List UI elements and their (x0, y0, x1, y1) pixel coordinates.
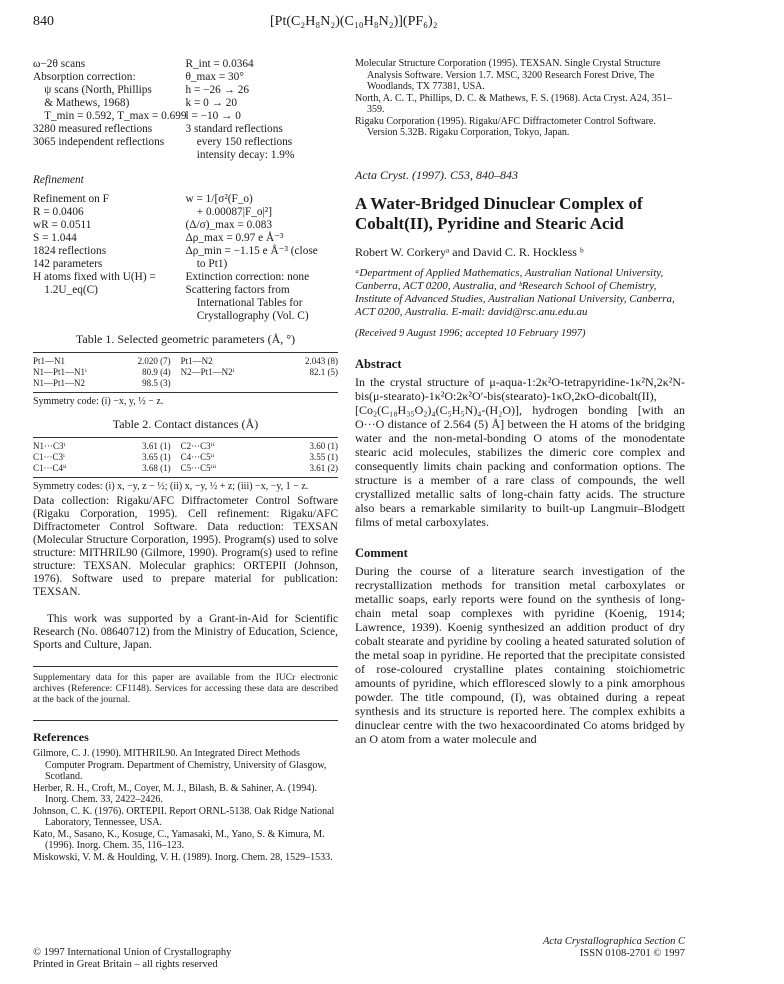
param-row (33, 310, 338, 323)
table1-note: Symmetry code: (i) −x, y, ½ − z. (33, 396, 164, 407)
param-cell: 3065 independent reflections (33, 136, 165, 148)
copyright (33, 947, 231, 971)
param-cell: ψ scans (North, Phillips (33, 84, 152, 96)
table-cell: 2.043 (8) (304, 356, 338, 366)
param-row (33, 97, 338, 110)
param-row (33, 193, 338, 206)
param-cell (33, 310, 186, 323)
table2-note: Symmetry codes: (i) x, −y, z − ½; (ii) x, −y, ½ + z; (iii) −x, −y, 1 − z. (33, 481, 309, 492)
param-cell: Extinction correction: none (185, 271, 310, 283)
table-cell: 98.5 (3) (142, 378, 171, 388)
param-cell: 1824 reflections (33, 245, 107, 257)
table-cell (171, 378, 250, 389)
references-list (33, 748, 338, 863)
divider (33, 720, 338, 721)
comment-heading: Comment (355, 545, 408, 560)
refinement-heading: Refinement (33, 174, 84, 186)
table-row (33, 441, 338, 452)
param-row (33, 206, 338, 219)
table-cell: 80.9 (4) (142, 367, 171, 377)
table-cell: C2···C3ⁱⁱ (180, 441, 215, 451)
reference-item: Gilmore, C. J. (1990). MITHRIL90. An Integrated Direct Methods Computer Program. Department of Chemistry, University of Glasgow, Scotland. (33, 748, 327, 782)
table2 (33, 437, 338, 478)
table-cell: 2.020 (7) (137, 356, 171, 366)
param-cell: 1.2U_eq(C) (33, 284, 98, 296)
param-cell: 142 parameters (33, 258, 103, 270)
param-cell: Absorption correction: (33, 71, 136, 83)
param-cell: Δρ_max = 0.97 e Å⁻³ (185, 232, 284, 244)
param-row (33, 232, 338, 245)
param-row (33, 58, 338, 71)
table-cell: C1···C4ⁱⁱ (33, 463, 67, 473)
table-cell: N1—Pt1—N2 (33, 378, 86, 388)
param-cell: l = −10 → 0 (185, 110, 241, 122)
table-cell: 3.55 (1) (309, 452, 338, 462)
data-collection-params (33, 58, 338, 162)
table-cell: 3.60 (1) (309, 441, 338, 451)
param-row (33, 149, 338, 162)
param-cell: h = −26 → 26 (185, 84, 250, 96)
param-cell: Refinement on F (33, 193, 109, 205)
param-cell: R_int = 0.0364 (185, 58, 254, 70)
reference-item: Miskowski, V. M. & Houlding, V. H. (1989). Inorg. Chem. 28, 1529–1533. (33, 851, 333, 863)
param-row (33, 271, 338, 284)
param-cell: 3 standard reflections (185, 123, 283, 135)
table-cell: N1—Pt1—N1ⁱ (33, 367, 87, 377)
param-cell: T_min = 0.592, T_max = 0.699 (33, 110, 187, 122)
param-row (33, 110, 338, 123)
abstract-heading: Abstract (355, 356, 402, 371)
table-cell: C5···C5ⁱⁱⁱ (180, 463, 217, 473)
table-cell: Pt1—N1 (33, 356, 66, 366)
reference-item: Kato, M., Sasano, K., Kosuge, C., Yamasaki, M., Yano, S. & Kimura, M. (1996). Inorg. Chem. 35, 116–123. (33, 828, 325, 851)
param-cell: Crystallography (Vol. C) (185, 310, 309, 322)
param-row (33, 136, 338, 149)
copyright-line: Printed in Great Britain – all rights reserved (33, 959, 218, 970)
reference-item: Johnson, C. K. (1976). ORTEPII. Report ORNL-5138. Oak Ridge National Laboratory, Tennessee, USA. (33, 805, 335, 828)
article-title: A Water-Bridged Dinuclear Complex of Cobalt(II), Pyridine and Stearic Acid (355, 193, 643, 233)
param-row (33, 284, 338, 297)
table-cell: 3.65 (1) (142, 452, 171, 462)
param-cell: w = 1/[σ²(F_o) (185, 193, 253, 205)
param-cell: H atoms fixed with U(H) = (33, 271, 156, 283)
table-row (33, 367, 338, 378)
param-cell: θ_max = 30° (185, 71, 244, 83)
table-cell: 82.1 (5) (309, 367, 338, 377)
param-row (33, 297, 338, 310)
table2-caption: Table 2. Contact distances (Å) (112, 417, 259, 431)
affiliation: ᵃDepartment of Applied Mathematics, Australian National University, Canberra, ACT 0200, Australia, and ᵇResearch School of Chemistry, Institute of Advanced Studies, Australian National University, Canberra, ACT 0200, Australia. E-mail: david@rsc.anu.edu.au (355, 266, 675, 318)
table-cell: Pt1—N2 (180, 356, 213, 366)
reference-item: Molecular Structure Corporation (1995). TEXSAN. Single Crystal Structure Analysis Software. Version 1.7. MSC, 3200 Research Forest Drive, The Woodlands, TX 77381, USA. (355, 58, 661, 92)
param-cell: 3280 measured reflections (33, 123, 153, 135)
param-cell (33, 297, 186, 310)
references-continued (355, 58, 685, 139)
param-cell: every 150 reflections (185, 136, 293, 148)
authors: Robert W. Corkeryᵃ and David C. R. Hockless ᵇ (355, 244, 584, 259)
param-cell: to Pt1) (185, 258, 228, 270)
table1 (33, 352, 338, 393)
running-title: [Pt(C₂H₈N₂)(C₁₀H₈N₂)](PF₆)₂ (270, 14, 438, 29)
param-row (33, 219, 338, 232)
table-cell: C1···C3ⁱ (33, 452, 65, 462)
acknowledgement: This work was supported by a Grant-in-Aid for Scientific Research (No. 08640712) from the Ministry of Education, Science, Sports and Culture, Japan. (33, 613, 338, 651)
table-cell: C4···C5ⁱⁱ (180, 452, 215, 462)
param-cell: + 0.00087|F_o|²] (185, 206, 272, 218)
page-number: 840 (33, 14, 54, 29)
param-row (33, 84, 338, 97)
table-cell: N2—Pt1—N2ⁱ (180, 367, 235, 377)
journal-name: Acta Crystallographica Section C (542, 936, 685, 947)
param-cell: S = 1.044 (33, 232, 77, 244)
comment-text: During the course of a literature search investigation of the recrystallization methods for transition metal carboxylates or metallic soaps, early reports were found on the synthesis of long-chain metal soap complexes with pyridine (Koenig, 1914; Lawrence, 1939). Koenig synthesized an addition product of dry cobalt stearate and pyridine by cooling a heated saturated solution of the metal soap in pyridine. He reported that the precipitate consisted of rose-coloured crystalline plates containing stoichiometric amounts of pyridine, which effloresced slowly to a pink amorphous powder. The title compound, (I), was obtained during a repeat synthesis and its structure is reported here. The complex exhibits a dinuclear centre with the two hexacoordinated Co atoms bridged by an O atom from a water molecule and (355, 563, 685, 746)
param-row (33, 258, 338, 271)
divider (33, 666, 338, 667)
param-cell: k = 0 → 20 (185, 97, 238, 109)
param-cell: International Tables for (185, 297, 303, 309)
param-cell: Scattering factors from (185, 284, 290, 296)
left-column (33, 58, 338, 863)
journal-footer (543, 936, 685, 960)
param-cell: intensity decay: 1.9% (185, 149, 295, 161)
table-cell: 3.61 (1) (142, 441, 171, 451)
table-row (33, 463, 338, 474)
supplementary-note: Supplementary data for this paper are available from the IUCr electronic archives (Reference: CF1148). Services for accessing these data are described at the back of the journal. (33, 673, 338, 705)
issn: ISSN 0108-2701 © 1997 (579, 948, 685, 959)
param-cell: wR = 0.0511 (33, 219, 92, 231)
reference-item: Herber, R. H., Croft, M., Coyer, M. J., Bilash, B. & Sahiner, A. (1994). Inorg. Chem. 33, 2422–2426. (33, 782, 318, 805)
param-cell: ω−2θ scans (33, 58, 86, 70)
reference-item: Rigaku Corporation (1995). Rigaku/AFC Diffractometer Control Software. Version 5.32B. Rigaku Corporation, Tokyo, Japan. (355, 115, 656, 138)
table-row (33, 378, 338, 389)
reference-item: North, A. C. T., Phillips, D. C. & Mathews, F. S. (1968). Acta Cryst. A24, 351–359. (355, 92, 672, 115)
param-cell: & Mathews, 1968) (33, 97, 130, 109)
received-dates: (Received 9 August 1996; accepted 10 February 1997) (355, 327, 586, 339)
right-column (355, 58, 685, 746)
abstract-text: In the crystal structure of μ-aqua-1:2κ²O-tetrapyridine-1κ²N,2κ²N-bis(μ-stearato)-1κ²O:2κ²O′-bis(stearato)-1κO,2κO-dicobalt(II), [Co₂(C₁₈H₃₅O₂)₄(C₅H₅N)₄-(H₂O)], hydrogen bonding [with an O···O distance of 2.564 (5) Å] between the H atoms of the bridging water and the non-metal-bonding O atoms of the monodentate stearic acid molecules, stabilizes the dimeric core complex and consequently limits chain packing and conformation options. The structure is a member of a rare class of compounds, the well crystallized metallic salts of long-chain fatty acids. The structure also bears a remarkable similarity to built-up Langmuir–Blodgett films of metal carboxylates. (355, 374, 685, 529)
param-cell: R = 0.0406 (33, 206, 84, 218)
refinement-params (33, 193, 338, 323)
table-cell: 3.61 (2) (309, 463, 338, 473)
data-collection-text: Data collection: Rigaku/AFC Diffractometer Control Software (Rigaku Corporation, 1995). Cell refinement: Rigaku/AFC Diffractometer Control Software. Data reduction: TEXSAN (Molecular Structure Corporation, 1995). Program(s) used to solve structure: MITHRIL90 (Gilmore, 1990). Program(s) used to refine structure: TEXSAN. Molecular graphics: ORTEPII (Johnson, 1976). Software used to prepare material for publication: TEXSAN. (33, 495, 338, 598)
table-row (33, 452, 338, 463)
table-row (33, 356, 338, 367)
param-row (33, 123, 338, 136)
param-row (33, 71, 338, 84)
table1-caption: Table 1. Selected geometric parameters (Å, °) (75, 332, 296, 346)
param-cell: (Δ/σ)_max = 0.083 (185, 219, 273, 231)
param-cell: Δρ_min = −1.15 e Å⁻³ (close (185, 245, 318, 257)
param-row (33, 245, 338, 258)
table-cell: 3.68 (1) (142, 463, 171, 473)
copyright-line: © 1997 International Union of Crystallography (33, 947, 232, 958)
table-cell (249, 378, 338, 389)
references-heading: References (33, 730, 89, 744)
param-cell (33, 149, 186, 162)
table-cell: N1···C3ⁱ (33, 441, 66, 451)
journal-citation: Acta Cryst. (1997). C53, 840–843 (355, 167, 518, 182)
